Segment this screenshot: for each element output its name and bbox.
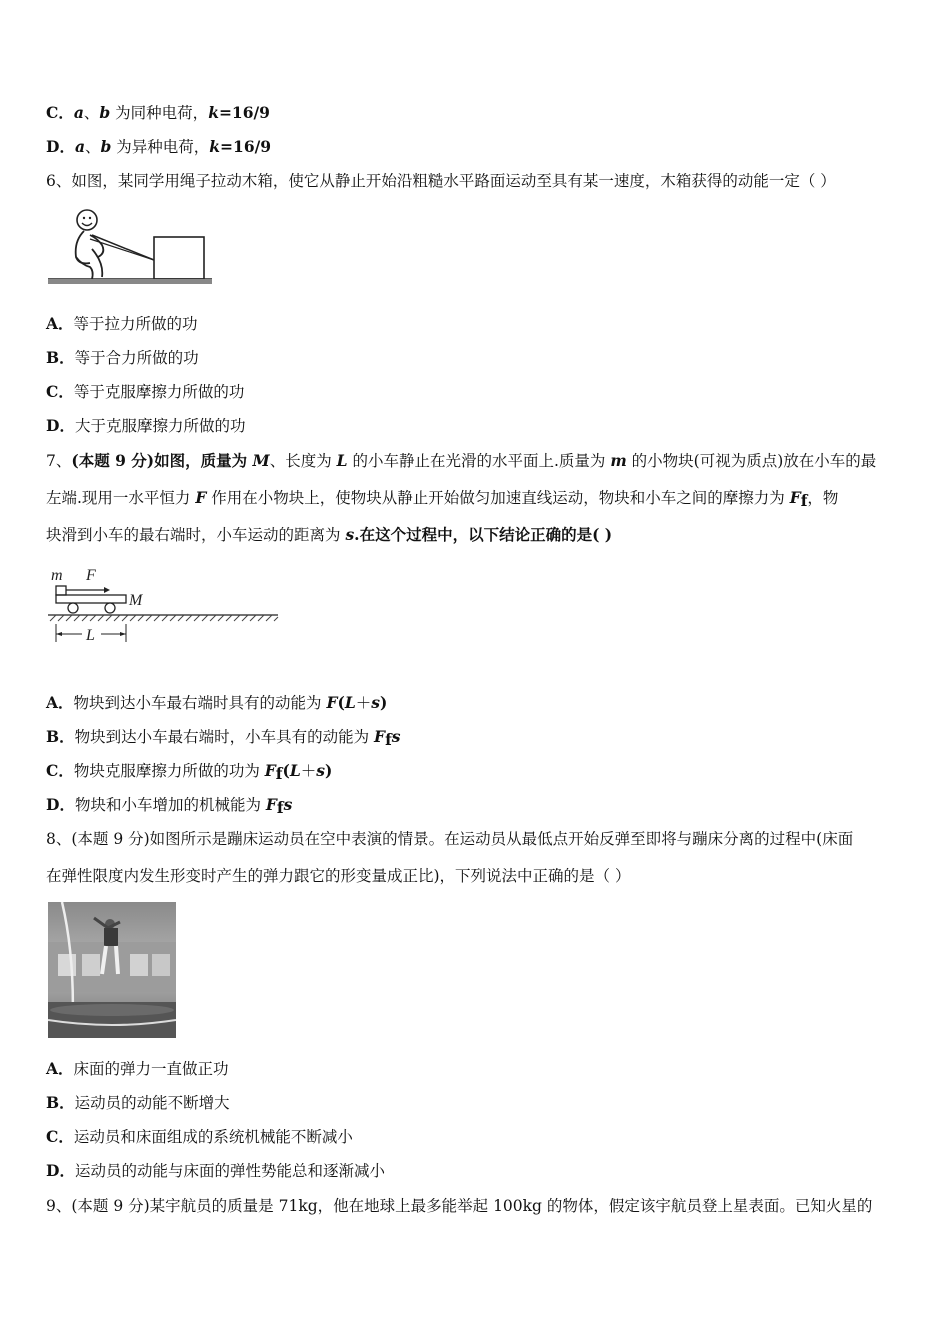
q7-fig-label-L: L <box>86 627 95 644</box>
q7-fig-label-M: M <box>129 592 143 609</box>
q7-option-c: C．物块克服摩擦力所做的功为 Ff(L＋s) <box>46 761 333 783</box>
q6-option-c: C．等于克服摩擦力所做的功 <box>46 382 245 401</box>
q7-fig-label-m: m <box>51 567 63 584</box>
q6-figure-person-pulling-box <box>46 205 216 287</box>
q8-stem-line2: 在弹性限度内发生形变时产生的弹力跟它的形变量成正比)，下列说法中正确的是（ ） <box>46 867 631 885</box>
q8-option-c: C．运动员和床面组成的系统机械能不断减小 <box>46 1127 353 1146</box>
q8-option-d: D．运动员的动能与床面的弹性势能总和逐渐减小 <box>46 1161 385 1180</box>
q7-fig-label-F: F <box>86 567 96 584</box>
q8-photo-trampoline-athlete <box>48 902 176 1038</box>
q7-option-d: D．物块和小车增加的机械能为 Ffs <box>46 795 293 817</box>
q7-option-b: B．物块到达小车最右端时，小车具有的动能为 Ffs <box>46 727 401 749</box>
q7-figure-block-on-cart <box>46 562 282 646</box>
q8-option-a: A．床面的弹力一直做正功 <box>46 1059 229 1078</box>
q8-stem-line1: 8、(本题 9 分)如图所示是蹦床运动员在空中表演的情景。在运动员从最低点开始反弹至即将与蹦床分离的过程中(床面 <box>46 830 854 848</box>
q9-stem-line1: 9、(本题 9 分)某宇航员的质量是 71kg，他在地球上最多能举起 100kg 的物体，假定该宇航员登上星表面。已知火星的 <box>46 1197 873 1215</box>
q7-stem-line1: 7、(本题 9 分)如图，质量为 M、长度为 L 的小车静止在光滑的水平面上.质量为 m 的小物块(可视为质点)放在小车的最 <box>46 451 877 470</box>
q6-stem: 6、如图，某同学用绳子拉动木箱，使它从静止开始沿粗糙水平路面运动至具有某一速度，木箱获得的动能一定（ ） <box>46 172 836 190</box>
q8-option-b: B．运动员的动能不断增大 <box>46 1093 230 1112</box>
q6-option-a: A．等于拉力所做的功 <box>46 314 198 333</box>
q5-option-c: C．a、b 为同种电荷，k=16/9 <box>46 103 270 122</box>
q6-option-d: D．大于克服摩擦力所做的功 <box>46 416 246 435</box>
q6-option-b: B．等于合力所做的功 <box>46 348 199 367</box>
q7-option-a: A．物块到达小车最右端时具有的动能为 F(L＋s) <box>46 693 388 712</box>
q5-option-d: D．a、b 为异种电荷，k=16/9 <box>46 137 272 156</box>
q7-stem-line3: 块滑到小车的最右端时，小车运动的距离为 s.在这个过程中，以下结论正确的是( ) <box>46 525 613 544</box>
q7-stem-line2: 左端.现用一水平恒力 F 作用在小物块上，使物块从静止开始做匀加速直线运动，物块和小车之间的摩擦力为 Ff，物 <box>46 488 839 510</box>
